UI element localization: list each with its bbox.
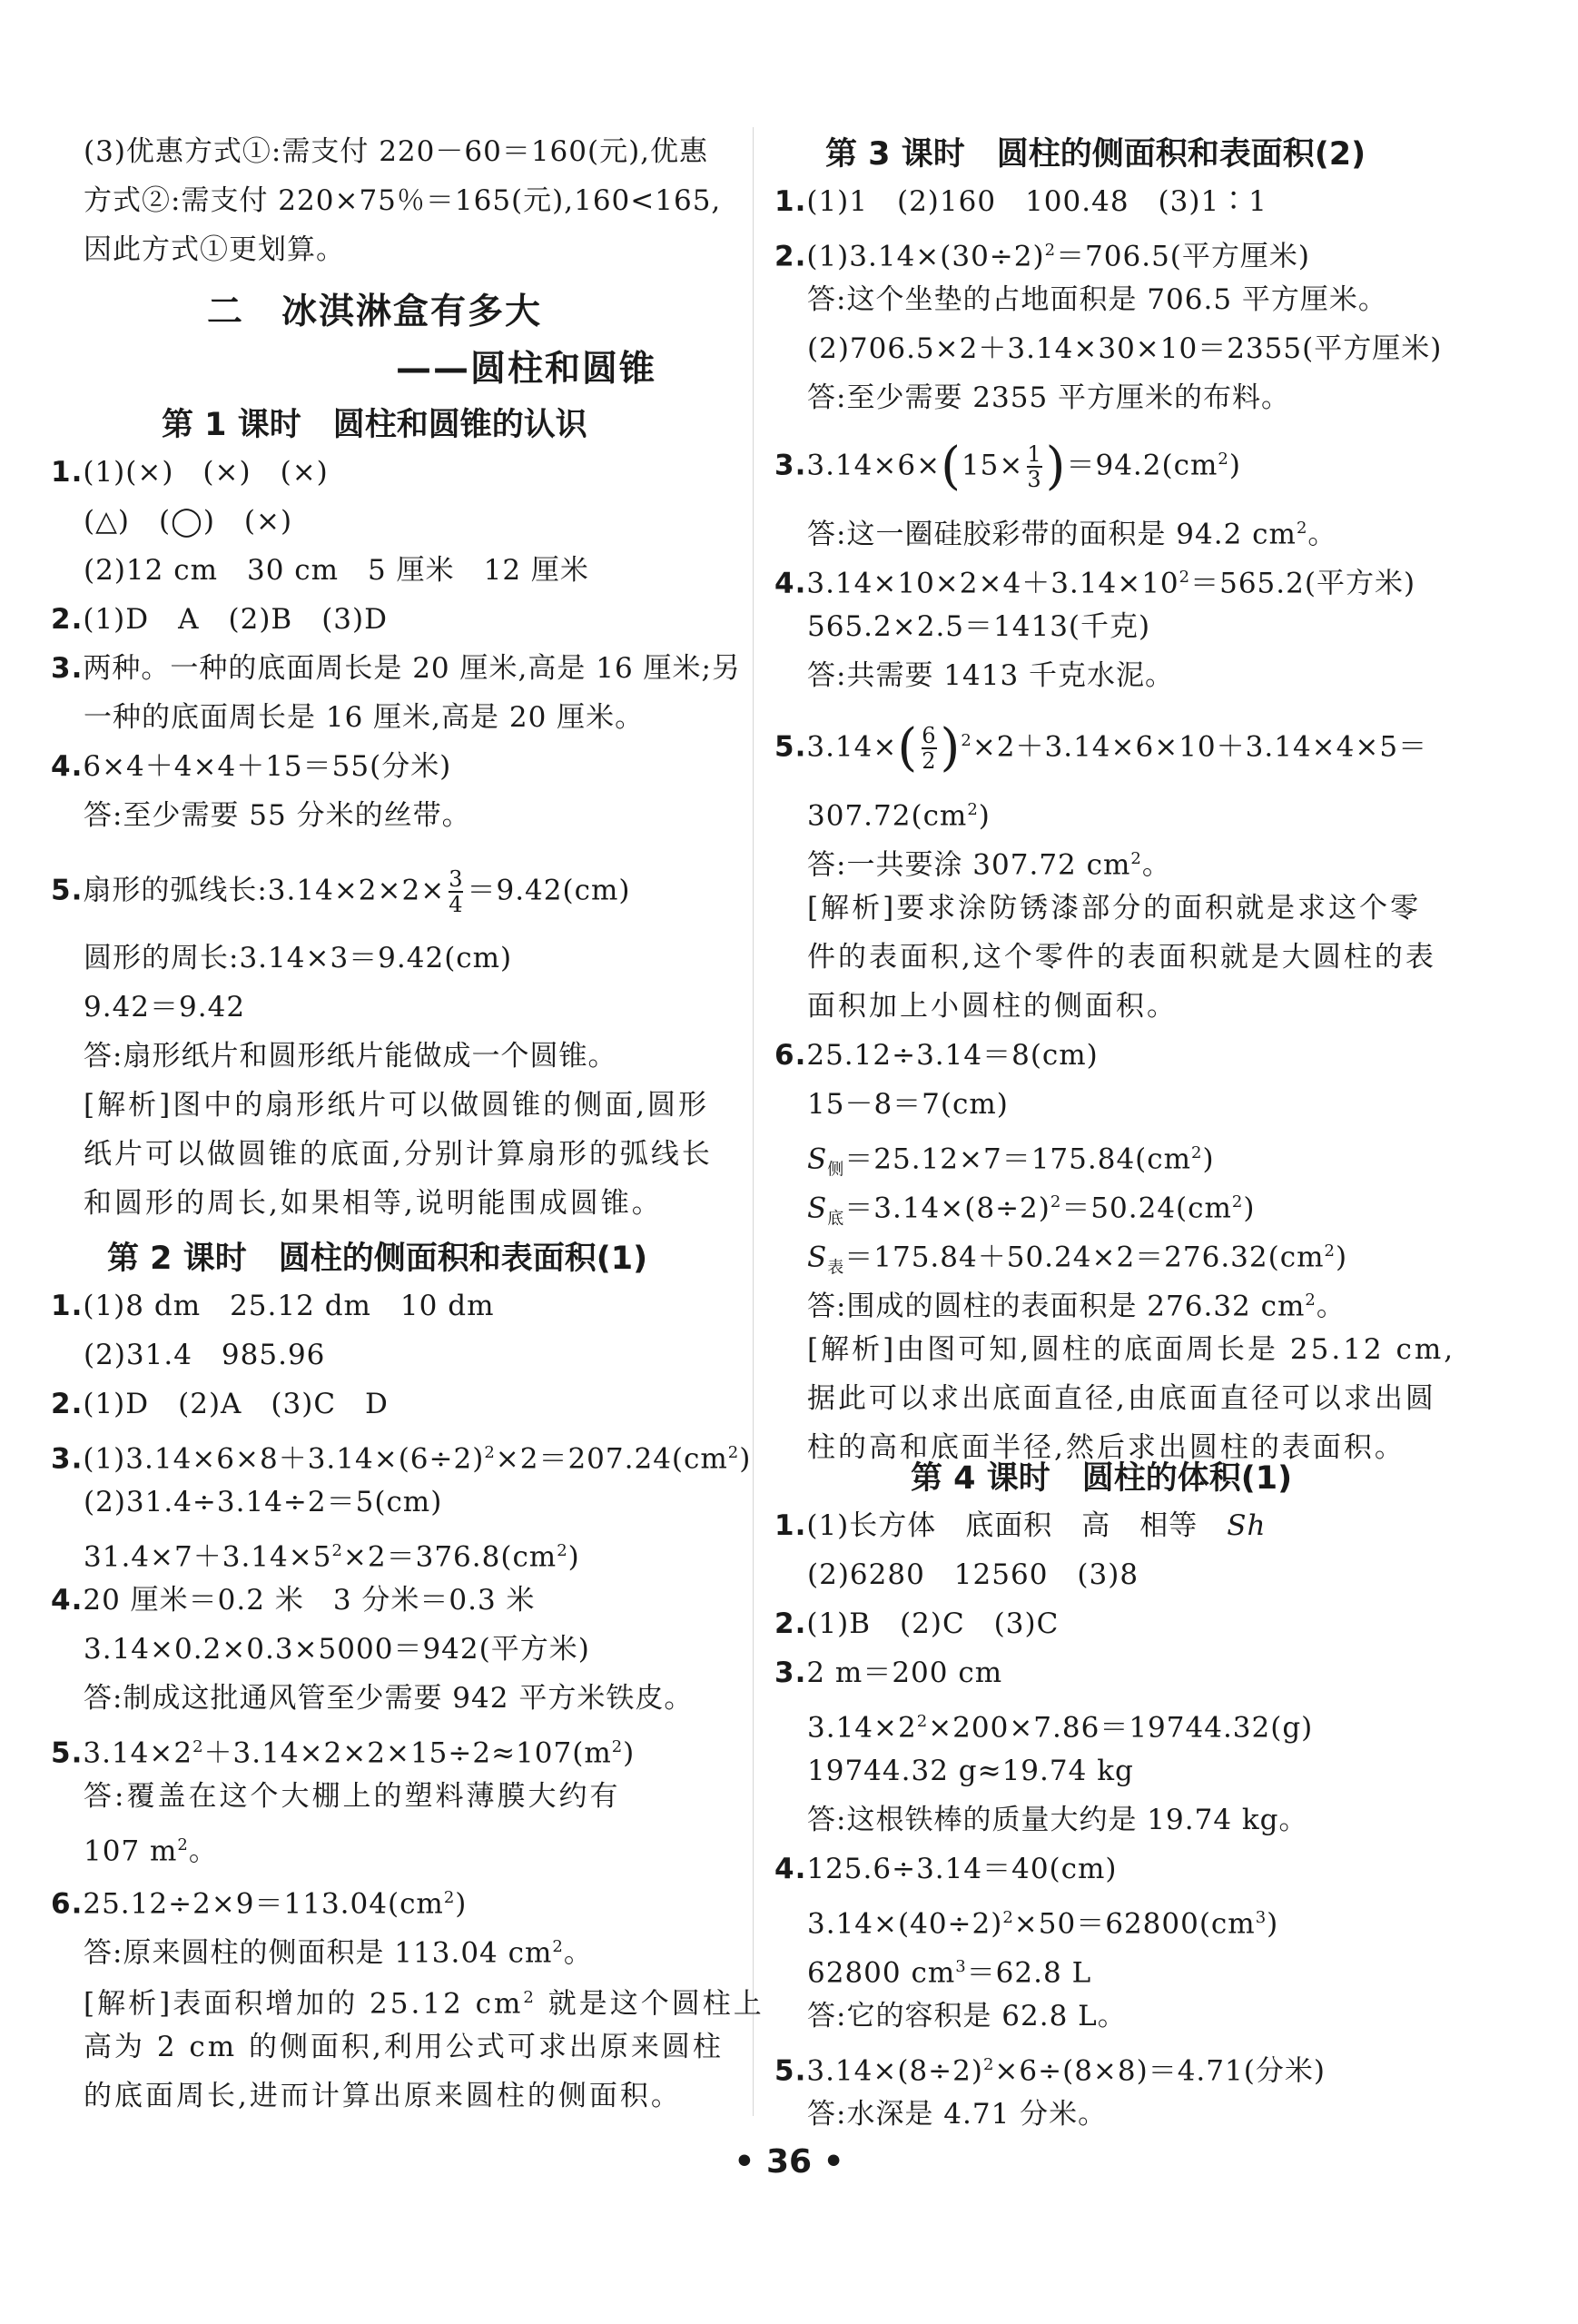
question-number: 1.	[774, 1509, 807, 1542]
question-number: 4.	[51, 750, 84, 783]
column-divider	[753, 127, 754, 2116]
answer-text: (1)3.14×(30÷2)	[806, 240, 1045, 273]
answer-text: 3.14×(40÷2)	[807, 1907, 1003, 1941]
question-row	[774, 1851, 1118, 1887]
explanation-line: 和圆形的周长,如果相等,说明能围成圆锥。	[84, 1187, 663, 1220]
question-number: 5.	[774, 730, 807, 764]
fraction-denominator: 4	[449, 892, 464, 917]
answer-text: 扇形的弧线长:3.14×2×2×	[83, 874, 446, 907]
superscript: 3	[955, 1957, 967, 1976]
question-number: 3.	[51, 652, 84, 685]
answer-line: 答:扇形纸片和圆形纸片能做成一个圆锥。	[84, 1040, 617, 1073]
answer-text: 两种。一种的底面周长是 20 厘米,高是 16 厘米;另	[83, 652, 741, 685]
question-number: 4.	[774, 1853, 807, 1885]
answer-line: 答:它的容积是 62.8 L。	[807, 2000, 1127, 2032]
answer-line: 565.2×2.5＝1413(千克)	[807, 610, 1151, 643]
explanation-line: 柱的高和底面半径,然后求出圆柱的表面积。	[807, 1431, 1405, 1464]
question-row	[774, 436, 1241, 496]
explanation-line	[84, 1980, 764, 2022]
answer-line: (△) (◯) (×)	[84, 505, 293, 538]
answer-line: 答:至少需要 55 分米的丝带。	[84, 799, 471, 832]
answer-text: )	[1228, 449, 1241, 482]
answer-text: 答:原来圆柱的侧面积是 113.04 cm	[84, 1936, 553, 1970]
superscript: 2	[1191, 1143, 1203, 1162]
answer-text: 就是这个圆柱上	[536, 1987, 764, 2021]
subscript: 侧	[827, 1160, 845, 1180]
question-row	[51, 1435, 751, 1477]
subscript: 底	[827, 1209, 845, 1229]
answer-line: 3.14×0.2×0.3×5000＝942(平方米)	[84, 1633, 590, 1666]
explanation-line: 据此可以求出底面直径,由底面直径可以求出圆	[807, 1382, 1436, 1415]
answer-line: (2)12 cm 30 cm 5 厘米 12 厘米	[84, 554, 589, 587]
question-row	[51, 1582, 536, 1618]
answer-line	[807, 1233, 1347, 1287]
answer-text: )	[978, 799, 991, 833]
answer-line: 19744.32 g≈19.74 kg	[807, 1755, 1134, 1787]
question-number: 5.	[774, 2054, 807, 2088]
question-row	[51, 748, 451, 785]
answer-text: ＝50.24(cm	[1061, 1192, 1232, 1225]
superscript: 2	[192, 1737, 204, 1756]
answer-line	[84, 1929, 593, 1971]
fraction-numerator: 1	[1027, 440, 1042, 467]
question-row	[774, 1037, 1099, 1073]
answer-line	[84, 1827, 218, 1869]
fraction	[922, 724, 936, 773]
answer-text: 31.4×7＋3.14×5	[84, 1540, 332, 1574]
answer-text: 20 厘米＝0.2 米 3 分米＝0.3 米	[83, 1584, 536, 1617]
answer-text: (1)D (2)A (3)C D	[83, 1388, 389, 1420]
superscript: 2	[982, 2055, 995, 2074]
answer-text: )	[1335, 1241, 1348, 1274]
answer-text: ×6÷(8×8)＝4.71(分米)	[994, 2054, 1326, 2088]
superscript: 2	[523, 1988, 537, 2007]
superscript: 2	[484, 1443, 496, 1462]
superscript: 2	[1296, 519, 1308, 538]
answer-text: ＝94.2(cm	[1066, 449, 1218, 482]
superscript: 2	[552, 1937, 564, 1956]
question-number: 4.	[51, 1584, 84, 1617]
answer-text: 3.14×	[806, 730, 898, 764]
answer-text: ×2＋3.14×6×10＋3.14×4×5＝	[971, 730, 1428, 764]
question-row	[774, 232, 1310, 274]
answer-text: 2 m＝200 cm	[806, 1656, 1003, 1689]
answer-line	[807, 1184, 1255, 1238]
question-row	[774, 2047, 1326, 2089]
fraction-numerator: 6	[922, 722, 937, 748]
answer-line: 答:水深是 4.71 分米。	[807, 2098, 1108, 2131]
superscript: 2	[1179, 568, 1191, 587]
question-row	[774, 1655, 1002, 1691]
answer-text: 。	[563, 1936, 593, 1970]
answer-text: )	[1243, 1192, 1256, 1225]
superscript: 2	[967, 800, 979, 819]
subscript: 表	[827, 1258, 845, 1278]
answer-line	[84, 1533, 580, 1575]
answer-text: ＝565.2(平方米)	[1190, 567, 1416, 600]
answer-line: 一种的底面周长是 16 厘米,高是 20 厘米。	[84, 701, 645, 734]
superscript: 2	[557, 1541, 568, 1560]
answer-text: 125.6÷3.14＝40(cm)	[806, 1853, 1118, 1885]
answer-text: 3.14×(8÷2)	[806, 2054, 983, 2088]
superscript: 2	[1130, 849, 1142, 868]
explanation-line: 纸片可以做圆锥的底面,分别计算扇形的弧线长	[84, 1138, 713, 1171]
answer-text: (1)B (2)C (3)C	[806, 1607, 1060, 1640]
lesson-4-title: 第 4 课时 圆柱的体积(1)	[911, 1460, 1293, 1497]
answer-line	[807, 510, 1336, 552]
explanation-line: [解析]图中的扇形纸片可以做圆锥的侧面,圆形	[84, 1089, 710, 1122]
symbol-s: S	[807, 1192, 828, 1225]
answer-text: 。	[1316, 1290, 1346, 1323]
answer-text: 25.12÷2×9＝113.04(cm	[83, 1887, 444, 1921]
open-paren: (	[941, 436, 962, 496]
superscript: 2	[916, 1712, 929, 1731]
answer-text: 答:一共要涂 307.72 cm	[807, 848, 1131, 882]
question-number: 6.	[51, 1887, 84, 1921]
unit-title: 二 冰淇淋盒有多大	[207, 292, 543, 332]
answer-text: ＝175.84＋50.24×2＝276.32(cm	[844, 1241, 1325, 1274]
answer-line: 15－8＝7(cm)	[807, 1088, 1009, 1121]
answer-text: 。	[1307, 518, 1337, 551]
question-row	[51, 601, 388, 638]
answer-line: 答:制成这批通风管至少需要 942 平方米铁皮。	[84, 1682, 694, 1715]
unit-subtitle: ——圆柱和圆锥	[396, 349, 657, 390]
question-number: 2.	[774, 1607, 807, 1640]
answer-text: 25.12÷3.14＝8(cm)	[806, 1039, 1099, 1072]
question-row	[51, 650, 741, 687]
explanation-line: [解析]由图可知,圆柱的底面周长是 25.12 cm,	[807, 1333, 1456, 1366]
answer-text: 62800 cm	[807, 1956, 956, 1990]
answer-line: 答:这个坐垫的占地面积是 706.5 平方厘米。	[807, 283, 1387, 316]
answer-line: (2)31.4 985.96	[84, 1339, 326, 1371]
lesson-2-title: 第 2 课时 圆柱的侧面积和表面积(1)	[107, 1241, 648, 1277]
answer-line	[807, 792, 991, 834]
superscript: 2	[1002, 1908, 1014, 1927]
answer-text: ＝706.5(平方厘米)	[1056, 240, 1310, 273]
superscript: 2	[1305, 1291, 1317, 1310]
explanation-line: 高为 2 cm 的侧面积,利用公式可求出原来圆柱	[84, 2031, 724, 2063]
answer-text: ＋3.14×2×2×15÷2≈107(m	[203, 1736, 612, 1770]
superscript: 2	[443, 1888, 456, 1907]
answer-text: 。	[188, 1834, 218, 1868]
answer-line: 答:至少需要 2355 平方厘米的布料。	[807, 381, 1291, 414]
answer-text: )	[567, 1540, 580, 1574]
question-row	[774, 559, 1415, 601]
explanation-line: 件的表面积,这个零件的表面积就是大圆柱的表	[807, 941, 1436, 974]
answer-text: 3.14×10×2×4＋3.14×10	[806, 567, 1179, 600]
answer-line: (2)31.4÷3.14÷2＝5(cm)	[84, 1486, 443, 1518]
answer-text: 3.14×6×	[806, 449, 942, 482]
answer-line: (2)706.5×2＋3.14×30×10＝2355(平方厘米)	[807, 332, 1443, 365]
question-row	[51, 1729, 635, 1771]
answer-line	[807, 1900, 1278, 1942]
explanation-line: [解析]要求涂防锈漆部分的面积就是求这个零	[807, 892, 1422, 925]
answer-text: )	[739, 1442, 752, 1476]
superscript: 2	[961, 731, 972, 750]
close-paren: )	[1045, 436, 1067, 496]
question-number: 1.	[51, 456, 84, 489]
close-paren: )	[940, 717, 962, 777]
question-number: 5.	[51, 1736, 84, 1770]
question-number: 6.	[774, 1039, 807, 1072]
question-number: 5.	[51, 874, 84, 907]
answer-text: ×2＝376.8(cm	[342, 1540, 557, 1574]
answer-text: 。	[1141, 848, 1171, 882]
answer-text: ＝3.14×(8÷2)	[844, 1192, 1050, 1225]
superscript: 2	[1231, 1192, 1244, 1211]
answer-text: 答:围成的圆柱的表面积是 276.32 cm	[807, 1290, 1306, 1323]
superscript: 2	[1044, 241, 1057, 260]
answer-text: ＝25.12×7＝175.84(cm	[844, 1142, 1192, 1176]
superscript: 3	[1255, 1908, 1267, 1927]
answer-text: ＝9.42(cm)	[467, 874, 631, 907]
explanation-line: 的底面周长,进而计算出原来圆柱的侧面积。	[84, 2080, 682, 2112]
text-line: 方式②:需支付 220×75％＝165(元),160<165,	[84, 184, 722, 217]
symbol-s: S	[807, 1142, 828, 1176]
answer-text: (1)8 dm 25.12 dm 10 dm	[83, 1290, 495, 1322]
question-row	[774, 1508, 1266, 1544]
answer-line: 9.42＝9.42	[84, 991, 246, 1024]
answer-text: 3.14×2	[807, 1711, 917, 1745]
superscript: 2	[727, 1443, 740, 1462]
lesson-1-title: 第 1 课时 圆柱和圆锥的认识	[162, 407, 587, 443]
question-number: 3.	[774, 449, 807, 482]
question-row	[774, 1606, 1059, 1642]
explanation-line: 面积加上小圆柱的侧面积。	[807, 990, 1178, 1023]
question-row	[774, 717, 1428, 777]
answer-text: 6×4＋4×4＋15＝55(分米)	[83, 750, 452, 783]
answer-text: )	[1267, 1907, 1279, 1941]
answer-text: )	[1202, 1142, 1215, 1176]
question-row	[774, 183, 1267, 220]
superscript: 2	[611, 1737, 624, 1756]
question-number: 3.	[51, 1442, 84, 1476]
text-line: (3)优惠方式①:需支付 220－60＝160(元),优惠	[84, 135, 709, 168]
answer-text: (1)(×) (×) (×)	[83, 456, 329, 489]
answer-text: ＝62.8 L	[966, 1956, 1092, 1990]
answer-text: ×200×7.86＝19744.32(g)	[928, 1711, 1314, 1745]
answer-text: [解析]表面积增加的 25.12 cm	[84, 1987, 524, 2021]
fraction-denominator: 2	[922, 747, 937, 774]
answer-line	[807, 1949, 1091, 1991]
question-number: 2.	[51, 603, 84, 636]
answer-text: (1)D A (2)B (3)D	[83, 603, 388, 636]
answer-text: 15×	[961, 449, 1024, 482]
text-line: 因此方式①更划算。	[84, 233, 345, 266]
open-paren: (	[897, 717, 919, 777]
lesson-3-title: 第 3 课时 圆柱的侧面积和表面积(2)	[825, 136, 1366, 173]
answer-text: 答:这一圈硅胶彩带的面积是 94.2 cm	[807, 518, 1297, 551]
answer-text: ×50＝62800(cm	[1013, 1907, 1256, 1941]
question-row	[51, 867, 630, 916]
superscript: 2	[177, 1835, 189, 1854]
answer-text: )	[455, 1887, 468, 1921]
page-number: • 36 •	[734, 2143, 844, 2181]
answer-line	[807, 841, 1171, 883]
answer-line	[807, 1135, 1215, 1189]
question-number: 4.	[774, 567, 807, 600]
answer-line: 圆形的周长:3.14×3＝9.42(cm)	[84, 942, 513, 974]
answer-line	[807, 1282, 1346, 1324]
superscript: 2	[1218, 450, 1229, 469]
symbol-s: S	[807, 1241, 828, 1274]
answer-text: 3.14×2	[83, 1736, 193, 1770]
answer-text: 107 m	[84, 1834, 178, 1868]
answer-text: (1)1 (2)160 100.48 (3)1∶1	[806, 185, 1267, 218]
question-number: 3.	[774, 1656, 807, 1689]
fraction	[1027, 442, 1041, 491]
answer-text: 307.72(cm	[807, 799, 968, 833]
superscript: 2	[331, 1541, 343, 1560]
answer-line: 答:这根铁棒的质量大约是 19.74 kg。	[807, 1804, 1308, 1836]
question-row	[51, 454, 329, 490]
answer-line: 答:共需要 1413 千克水泥。	[807, 659, 1175, 692]
question-number: 1.	[51, 1290, 84, 1322]
answer-line	[807, 1704, 1313, 1745]
question-row	[51, 1880, 467, 1922]
fraction	[449, 867, 463, 916]
answer-line: 答:覆盖在这个大棚上的塑料薄膜大约有	[84, 1780, 621, 1813]
question-row	[51, 1386, 389, 1422]
question-row	[51, 1288, 494, 1324]
question-number: 2.	[51, 1388, 84, 1420]
answer-text: (1)长方体 底面积 高 相等	[806, 1509, 1228, 1542]
formula-sh: Sh	[1227, 1509, 1267, 1542]
answer-text: )	[623, 1736, 636, 1770]
superscript: 2	[1324, 1241, 1336, 1261]
fraction-numerator: 3	[449, 866, 464, 892]
answer-text: (1)3.14×6×8＋3.14×(6÷2)	[83, 1442, 485, 1476]
superscript: 2	[1050, 1192, 1062, 1211]
question-number: 2.	[774, 240, 807, 273]
question-number: 1.	[774, 185, 807, 218]
answer-line: (2)6280 12560 (3)8	[807, 1558, 1139, 1591]
fraction-denominator: 3	[1027, 466, 1042, 492]
answer-text: ×2＝207.24(cm	[495, 1442, 728, 1476]
